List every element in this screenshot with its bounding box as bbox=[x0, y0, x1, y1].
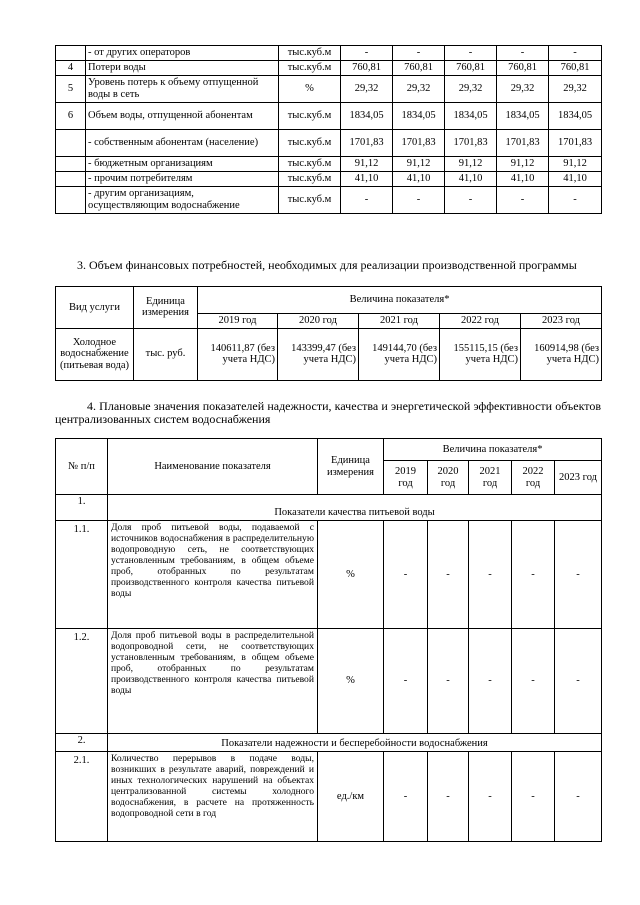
row-unit: ед./км bbox=[318, 752, 384, 842]
value-cell: - bbox=[393, 46, 445, 61]
group-num: 2. bbox=[56, 734, 108, 752]
value-cell: 29,32 bbox=[549, 76, 602, 103]
header-year: 2022 год bbox=[512, 461, 555, 495]
value-cell: 760,81 bbox=[393, 61, 445, 76]
water-balance-table-body bbox=[56, 46, 602, 214]
value-cell: - bbox=[428, 752, 469, 842]
value-cell: 1701,83 bbox=[445, 130, 497, 157]
header-value: Величина показателя* bbox=[384, 439, 602, 461]
value-cell: - bbox=[384, 629, 428, 734]
row-name: - от других операторов bbox=[86, 46, 279, 61]
row-number bbox=[56, 46, 86, 61]
value-cell: 155115,15 (без учета НДС) bbox=[440, 328, 521, 380]
value-cell: 1701,83 bbox=[497, 130, 549, 157]
value-cell: - bbox=[512, 521, 555, 629]
value-cell: 760,81 bbox=[549, 61, 602, 76]
group-row bbox=[56, 495, 602, 521]
row-unit: тыс.куб.м bbox=[279, 46, 341, 61]
table-row bbox=[56, 130, 602, 157]
value-cell: 1834,05 bbox=[445, 103, 497, 130]
water-balance-table bbox=[55, 45, 602, 214]
value-cell: 1701,83 bbox=[393, 130, 445, 157]
row-name: Доля проб питьевой воды в распределительной водопроводной сети, не соответствующих установленным требованиям, в общем объеме проб, отобранных по результатам производственного контроля качества питьевой воды bbox=[108, 629, 318, 734]
value-cell: - bbox=[497, 187, 549, 214]
value-cell: - bbox=[555, 521, 602, 629]
value-cell: 1701,83 bbox=[341, 130, 393, 157]
value-cell: 1834,05 bbox=[549, 103, 602, 130]
value-cell: 149144,70 (без учета НДС) bbox=[359, 328, 440, 380]
value-cell: - bbox=[555, 629, 602, 734]
group-title: Показатели качества питьевой воды bbox=[108, 495, 602, 521]
header-year: 2020 год bbox=[278, 314, 359, 329]
value-cell: 760,81 bbox=[341, 61, 393, 76]
row-number bbox=[56, 172, 86, 187]
value-cell: - bbox=[512, 629, 555, 734]
service-unit: тыс. руб. bbox=[134, 328, 198, 380]
value-cell: - bbox=[445, 46, 497, 61]
table-row bbox=[56, 61, 602, 76]
value-cell: 29,32 bbox=[393, 76, 445, 103]
row-name: Потери воды bbox=[86, 61, 279, 76]
row-number bbox=[56, 130, 86, 157]
table-row bbox=[56, 629, 602, 734]
header-unit: Единица измерения bbox=[134, 287, 198, 329]
value-cell: 41,10 bbox=[549, 172, 602, 187]
value-cell: 160914,98 (без учета НДС) bbox=[521, 328, 602, 380]
value-cell: - bbox=[384, 752, 428, 842]
table-row bbox=[56, 46, 602, 61]
service-name: Холодное водоснабжение (питьевая вода) bbox=[56, 328, 134, 380]
group-title: Показатели надежности и бесперебойности водоснабжения bbox=[108, 734, 602, 752]
row-name: - прочим потребителям bbox=[86, 172, 279, 187]
value-cell: 41,10 bbox=[393, 172, 445, 187]
row-name: Объем воды, отпущенной абонентам bbox=[86, 103, 279, 130]
row-name: - собственным абонентам (население) bbox=[86, 130, 279, 157]
value-cell: 91,12 bbox=[341, 157, 393, 172]
section-3-title: 3. Объем финансовых потребностей, необходимых для реализации производственной программы bbox=[77, 258, 577, 272]
value-cell: 760,81 bbox=[445, 61, 497, 76]
value-cell: - bbox=[341, 187, 393, 214]
row-name: - другим организациям, осуществляющим водоснабжение bbox=[86, 187, 279, 214]
row-unit: % bbox=[318, 629, 384, 734]
value-cell: 41,10 bbox=[445, 172, 497, 187]
row-name: Уровень потерь к объему отпущенной воды в сеть bbox=[86, 76, 279, 103]
header-num: № п/п bbox=[56, 439, 108, 495]
header-year: 2019 год bbox=[384, 461, 428, 495]
group-num: 1. bbox=[56, 495, 108, 521]
value-cell: 140611,87 (без учета НДС) bbox=[198, 328, 278, 380]
value-cell: - bbox=[469, 629, 512, 734]
value-cell: 41,10 bbox=[341, 172, 393, 187]
row-unit: тыс.куб.м bbox=[279, 61, 341, 76]
value-cell: - bbox=[428, 629, 469, 734]
header-year: 2020 год bbox=[428, 461, 469, 495]
row-number: 2.1. bbox=[56, 752, 108, 842]
table-row bbox=[56, 157, 602, 172]
row-name: - бюджетным организациям bbox=[86, 157, 279, 172]
value-cell: 1834,05 bbox=[393, 103, 445, 130]
row-unit: тыс.куб.м bbox=[279, 130, 341, 157]
group-row bbox=[56, 734, 602, 752]
table-row bbox=[56, 187, 602, 214]
row-number: 5 bbox=[56, 76, 86, 103]
header-year: 2021 год bbox=[359, 314, 440, 329]
value-cell: 91,12 bbox=[497, 157, 549, 172]
row-unit: тыс.куб.м bbox=[279, 157, 341, 172]
value-cell: - bbox=[549, 187, 602, 214]
value-cell: 1701,83 bbox=[549, 130, 602, 157]
row-name: Количество перерывов в подаче воды, возникших в результате аварий, повреждений и иных технологических нарушений на объектах централизованной системы холодного водоснабжения, в расчете на протяженность водопроводной сети в год bbox=[108, 752, 318, 842]
table-row bbox=[56, 521, 602, 629]
indicators-table bbox=[55, 438, 602, 842]
row-unit: тыс.куб.м bbox=[279, 172, 341, 187]
table-row bbox=[56, 172, 602, 187]
value-cell: 91,12 bbox=[393, 157, 445, 172]
row-unit: % bbox=[279, 76, 341, 103]
section-4-title: 4. Плановые значения показателей надежности, качества и энергетической эффективности объектов централизованных систем водоснабжения bbox=[55, 399, 601, 426]
header-year: 2022 год bbox=[440, 314, 521, 329]
value-cell: 29,32 bbox=[497, 76, 549, 103]
value-cell: - bbox=[555, 752, 602, 842]
row-number bbox=[56, 157, 86, 172]
value-cell: - bbox=[341, 46, 393, 61]
row-number bbox=[56, 187, 86, 214]
value-cell: - bbox=[428, 521, 469, 629]
row-number: 1.2. bbox=[56, 629, 108, 734]
financial-needs-table bbox=[55, 286, 602, 381]
value-cell: - bbox=[497, 46, 549, 61]
value-cell: - bbox=[445, 187, 497, 214]
row-number: 1.1. bbox=[56, 521, 108, 629]
row-name: Доля проб питьевой воды, подаваемой с источников водоснабжения в распределительную водопроводную сеть, не соответствующих установленным требованиям, в общем объеме проб, отобранных по результатам производственного контроля качества питьевой воды bbox=[108, 521, 318, 629]
header-year: 2021 год bbox=[469, 461, 512, 495]
value-cell: - bbox=[469, 752, 512, 842]
header-name: Наименование показателя bbox=[108, 439, 318, 495]
row-unit: тыс.куб.м bbox=[279, 187, 341, 214]
table-row bbox=[56, 103, 602, 130]
value-cell: - bbox=[549, 46, 602, 61]
value-cell: 91,12 bbox=[549, 157, 602, 172]
header-unit: Единица измерения bbox=[318, 439, 384, 495]
value-cell: - bbox=[384, 521, 428, 629]
row-number: 6 bbox=[56, 103, 86, 130]
header-year: 2023 год bbox=[521, 314, 602, 329]
value-cell: 1834,05 bbox=[341, 103, 393, 130]
header-value: Величина показателя* bbox=[198, 287, 602, 314]
row-unit: тыс.куб.м bbox=[279, 103, 341, 130]
value-cell: 41,10 bbox=[497, 172, 549, 187]
header-year: 2023 год bbox=[555, 461, 602, 495]
value-cell: 760,81 bbox=[497, 61, 549, 76]
row-unit: % bbox=[318, 521, 384, 629]
table-row bbox=[56, 752, 602, 842]
value-cell: 91,12 bbox=[445, 157, 497, 172]
value-cell: 143399,47 (без учета НДС) bbox=[278, 328, 359, 380]
value-cell: - bbox=[393, 187, 445, 214]
value-cell: - bbox=[512, 752, 555, 842]
value-cell: 1834,05 bbox=[497, 103, 549, 130]
header-service: Вид услуги bbox=[56, 287, 134, 329]
value-cell: - bbox=[469, 521, 512, 629]
table-row bbox=[56, 76, 602, 103]
value-cell: 29,32 bbox=[445, 76, 497, 103]
row-number: 4 bbox=[56, 61, 86, 76]
value-cell: 29,32 bbox=[341, 76, 393, 103]
header-year: 2019 год bbox=[198, 314, 278, 329]
